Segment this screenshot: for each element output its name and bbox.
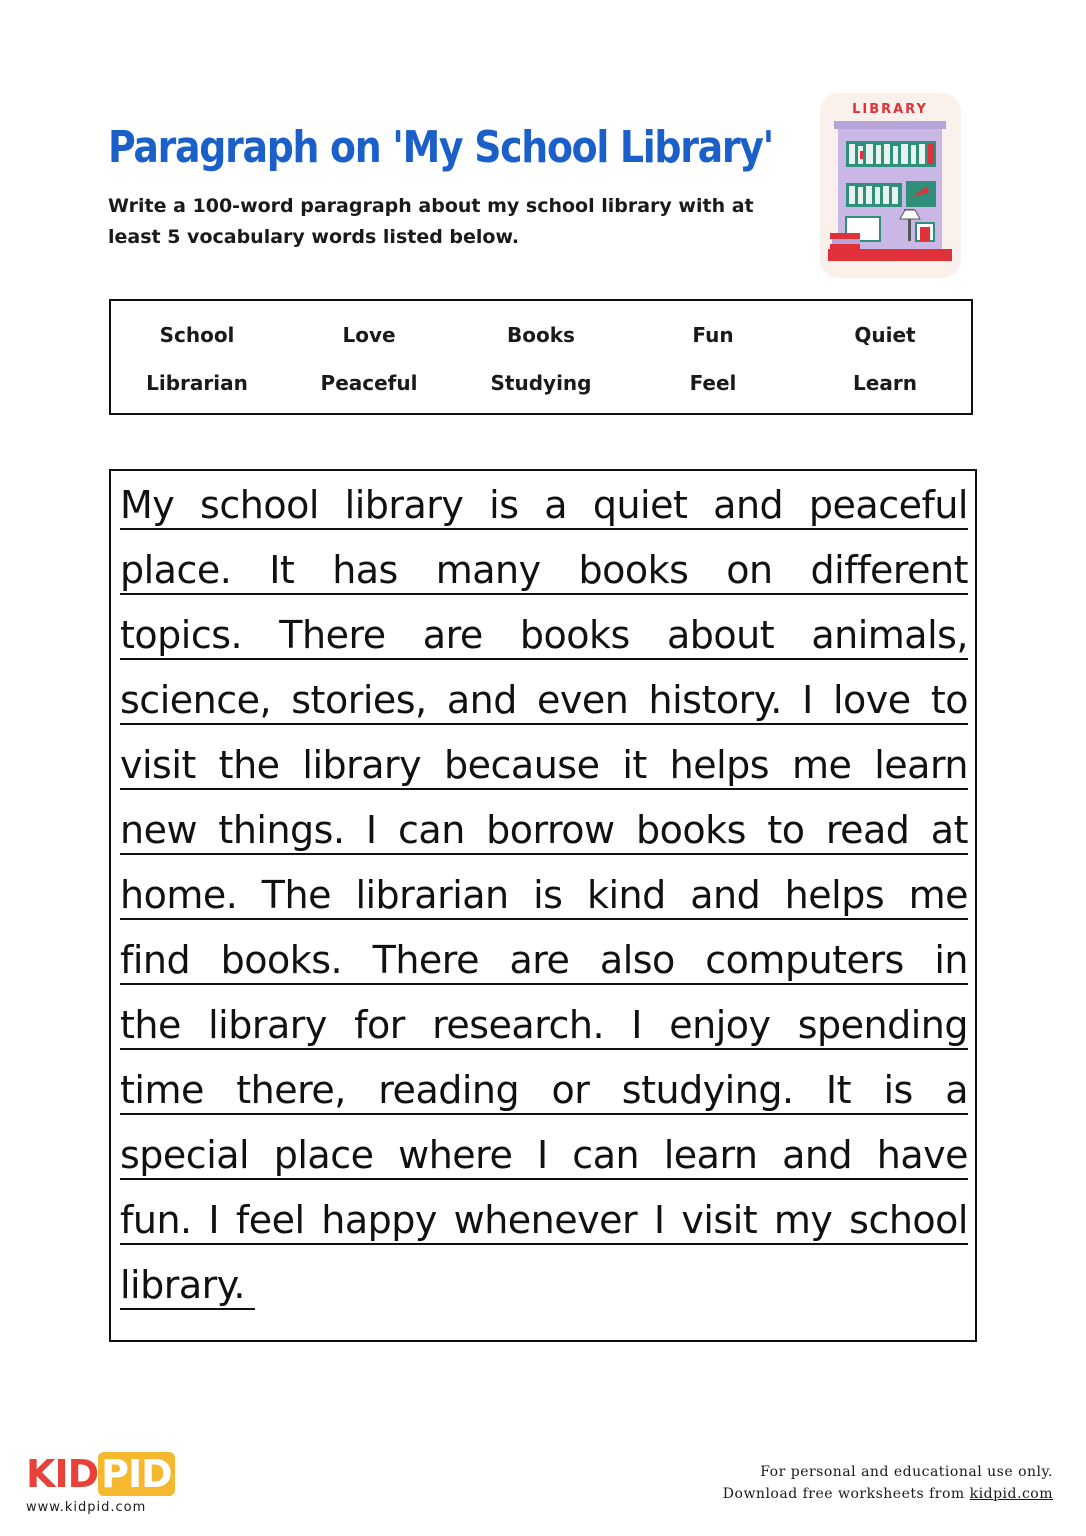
paragraph-line: topics. There are books about animals, (120, 601, 968, 666)
vocab-word: Quiet (854, 323, 916, 347)
vocab-word: Studying (490, 371, 592, 395)
vocab-word: Love (342, 323, 396, 347)
paragraph-box (109, 469, 977, 1342)
paragraph-line: science, stories, and even history. I love to (120, 666, 968, 731)
kidpid-link[interactable]: kidpid.com (969, 1486, 1053, 1502)
library-bookshelf-icon (820, 93, 961, 278)
footer-note-line1: For personal and educational use only. (760, 1464, 1053, 1480)
paragraph-line: library. (120, 1251, 968, 1316)
paragraph-line: the library for research. I enjoy spending (120, 991, 968, 1056)
logo-pid-text: PID (98, 1452, 175, 1496)
instructions-text: Write a 100-word paragraph about my school library with at least 5 vocabulary words listed below. (108, 195, 754, 248)
paragraph-line: My school library is a quiet and peaceful (120, 471, 968, 536)
vocab-word: Peaceful (320, 371, 418, 395)
logo-wordmark (26, 1452, 186, 1496)
paragraph-line: new things. I can borrow books to read at (120, 796, 968, 861)
paragraph-lines (120, 471, 968, 1316)
logo-url: www.kidpid.com (26, 1500, 147, 1515)
paragraph-line: fun. I feel happy whenever I visit my school (120, 1186, 968, 1251)
logo-kid-text: KID (26, 1452, 99, 1496)
footer-note (723, 1461, 1053, 1505)
footer-note-prefix: Download free worksheets from (722, 1486, 970, 1502)
page-title: Paragraph on 'My School Library' (108, 122, 773, 173)
vocab-word: Librarian (146, 371, 248, 395)
footer-note-line2 (723, 1483, 1053, 1505)
paragraph-line: place. It has many books on different (120, 536, 968, 601)
library-sign-label: LIBRARY (852, 102, 928, 117)
vocabulary-box (109, 299, 973, 415)
vocab-word: Fun (692, 323, 734, 347)
vocab-word: Books (507, 323, 575, 347)
kidpid-logo (26, 1452, 186, 1518)
vocab-word: School (159, 323, 235, 347)
vocab-word: Feel (689, 371, 737, 395)
paragraph-line: visit the library because it helps me learn (120, 731, 968, 796)
paragraph-line: special place where I can learn and have (120, 1121, 968, 1186)
vocabulary-grid (111, 301, 971, 407)
vocab-word: Learn (853, 371, 917, 395)
paragraph-line: find books. There are also computers in (120, 926, 968, 991)
paragraph-line: time there, reading or studying. It is a (120, 1056, 968, 1121)
paragraph-line: home. The librarian is kind and helps me (120, 861, 968, 926)
